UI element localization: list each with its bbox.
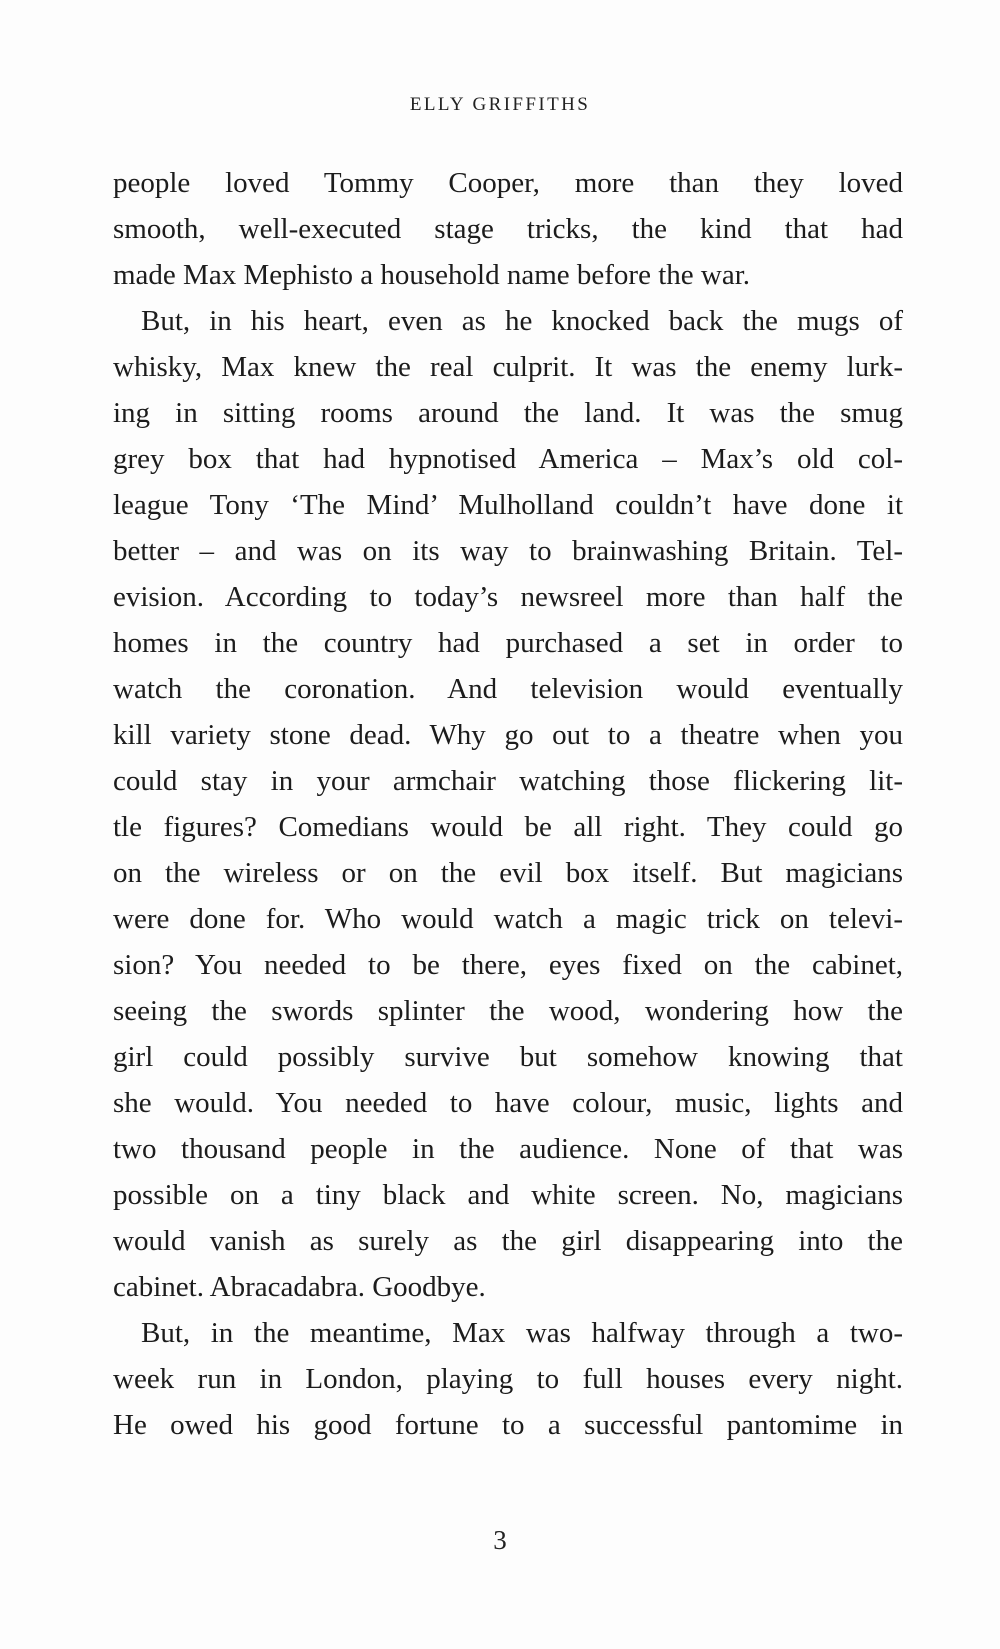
text-line: week run in London, playing to full houses every night. bbox=[113, 1363, 903, 1395]
text-line: homes in the country had purchased a set in order to bbox=[113, 627, 903, 659]
text-line: tle figures? Comedians would be all right. They could go bbox=[113, 811, 903, 843]
text-line: ing in sitting rooms around the land. It was the smug bbox=[113, 397, 903, 429]
text-line: made Max Mephisto a household name before the war. bbox=[113, 259, 751, 291]
running-head: ELLY GRIFFITHS bbox=[409, 94, 591, 115]
text-line: girl could possibly survive but somehow knowing that bbox=[113, 1041, 903, 1073]
text-line: would vanish as surely as the girl disappearing into the bbox=[113, 1225, 903, 1257]
text-line: on the wireless or on the evil box itself. But magicians bbox=[113, 857, 903, 889]
text-line: possible on a tiny black and white screen. No, magicians bbox=[113, 1179, 903, 1211]
text-line: evision. According to today’s newsreel more than half the bbox=[113, 581, 903, 613]
text-line: He owed his good fortune to a successful pantomime in bbox=[113, 1409, 903, 1441]
text-line: better – and was on its way to brainwashing Britain. Tel- bbox=[113, 535, 903, 567]
text-line: watch the coronation. And television would eventually bbox=[113, 673, 903, 705]
text-line: could stay in your armchair watching those flickering lit- bbox=[113, 765, 903, 797]
text-line: smooth, well-executed stage tricks, the kind that had bbox=[113, 213, 903, 245]
text-line: seeing the swords splinter the wood, wondering how the bbox=[113, 995, 903, 1027]
text-line: But, in the meantime, Max was halfway through a two- bbox=[141, 1317, 903, 1349]
body-text bbox=[113, 160, 903, 1448]
text-line: were done for. Who would watch a magic trick on televi- bbox=[113, 903, 903, 935]
page-number: 3 bbox=[493, 1525, 507, 1555]
text-line: whisky, Max knew the real culprit. It was the enemy lurk- bbox=[113, 351, 903, 383]
text-line: league Tony ‘The Mind’ Mulholland couldn’t have done it bbox=[113, 489, 903, 521]
text-line: two thousand people in the audience. None of that was bbox=[113, 1133, 903, 1165]
text-line: kill variety stone dead. Why go out to a theatre when you bbox=[113, 719, 903, 751]
text-line: cabinet. Abracadabra. Goodbye. bbox=[113, 1271, 486, 1303]
text-line: sion? You needed to be there, eyes fixed on the cabinet, bbox=[113, 949, 903, 981]
text-line: But, in his heart, even as he knocked back the mugs of bbox=[141, 305, 903, 337]
text-line: grey box that had hypnotised America – Max’s old col- bbox=[113, 443, 903, 475]
text-line: she would. You needed to have colour, music, lights and bbox=[113, 1087, 903, 1119]
text-line: people loved Tommy Cooper, more than they loved bbox=[113, 167, 903, 199]
